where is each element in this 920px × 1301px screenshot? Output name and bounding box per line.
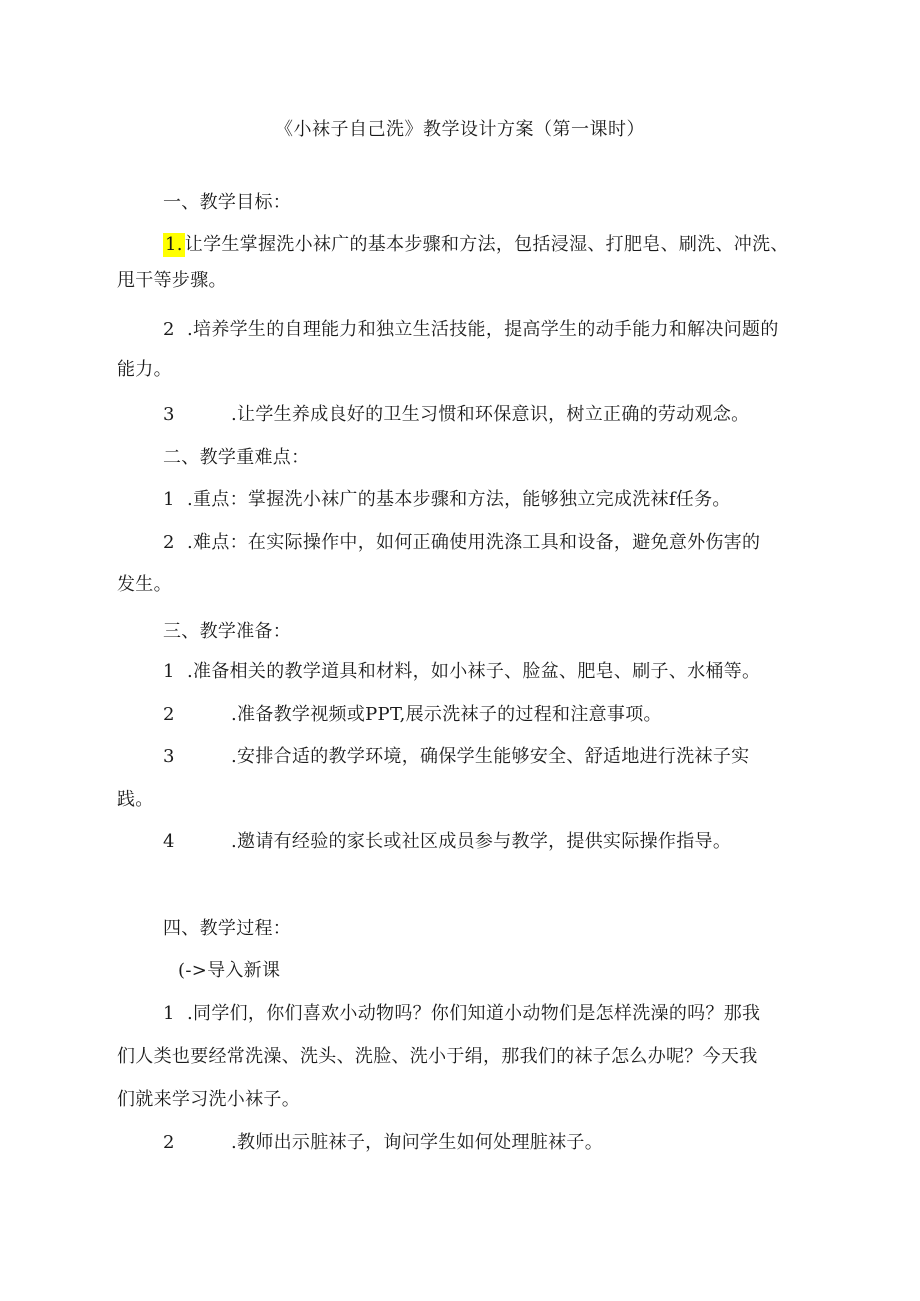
goal-item-3 bbox=[163, 403, 749, 427]
document-title: 《小袜子自己洗》教学设计方案（第一课时） bbox=[275, 119, 645, 140]
process-item-1-text: .同学们，你们喜欢小动物吗？你们知道小动物们是怎样洗澡的吗？那我 bbox=[187, 1003, 761, 1024]
prep-item-1-number: 1 bbox=[163, 661, 175, 682]
section-heading-process: 四、教学过程： bbox=[163, 918, 292, 939]
prep-item-2-number: 2 bbox=[163, 704, 175, 725]
goal-item-1-number: 1. bbox=[165, 234, 183, 255]
goal-item-1-text: 让学生掌握洗小袜广的基本步骤和方法，包括浸湿、打肥皂、刷洗、冲洗、 bbox=[184, 234, 789, 255]
section-heading-preparation: 三、教学准备： bbox=[163, 621, 292, 642]
goal-item-3-number: 3 bbox=[163, 404, 175, 425]
keypoint-item-2-number: 2 bbox=[163, 532, 175, 553]
goal-item-2-number: 2 bbox=[163, 319, 175, 340]
process-item-1 bbox=[163, 1002, 760, 1026]
keypoint-item-1-number: 1 bbox=[163, 489, 175, 510]
keypoint-item-1-text: .重点：掌握洗小袜广的基本步骤和方法，能够独立完成洗袜f任务。 bbox=[187, 489, 731, 510]
process-item-2-text: .教师出示脏袜子，询问学生如何处理脏袜子。 bbox=[231, 1132, 604, 1153]
process-subheading: (->导入新课 bbox=[178, 960, 281, 981]
keypoint-item-2-text: .难点：在实际操作中，如何正确使用洗涤工具和设备，避免意外伤害的 bbox=[187, 532, 761, 553]
prep-item-3-continuation: 践。 bbox=[117, 789, 154, 810]
prep-item-1-text: .准备相关的教学道具和材料，如小袜子、脸盆、肥皂、刷子、水桶等。 bbox=[187, 661, 761, 682]
process-item-2-number: 2 bbox=[163, 1132, 175, 1153]
goal-item-1-continuation: 甩干等步骤。 bbox=[117, 270, 227, 291]
prep-item-1 bbox=[163, 660, 760, 684]
prep-item-4-number: 4 bbox=[163, 831, 175, 852]
keypoint-item-1 bbox=[163, 488, 731, 512]
prep-item-2-text: .准备教学视频或PPT,展示洗袜子的过程和注意事项。 bbox=[231, 704, 662, 725]
process-item-1-number: 1 bbox=[163, 1003, 175, 1024]
keypoint-item-2-continuation: 发生。 bbox=[117, 574, 172, 595]
prep-item-3-text: .安排合适的教学环境，确保学生能够安全、舒适地进行洗袜子实 bbox=[231, 746, 750, 767]
prep-item-3-number: 3 bbox=[163, 746, 175, 767]
prep-item-4-text: .邀请有经验的家长或社区成员参与教学，提供实际操作指导。 bbox=[231, 831, 732, 852]
process-item-1-continuation: 们人类也要经常洗澡、洗头、洗脸、洗小于绢，那我们的袜子怎么办呢？今天我 bbox=[117, 1046, 758, 1067]
section-heading-keypoints: 二、教学重难点： bbox=[163, 447, 310, 468]
goal-item-2 bbox=[163, 318, 779, 342]
goal-item-2-text: .培养学生的自理能力和独立生活技能，提高学生的动手能力和解决问题的 bbox=[187, 319, 779, 340]
prep-item-3 bbox=[163, 745, 749, 769]
goal-item-2-continuation: 能力。 bbox=[117, 359, 172, 380]
goal-item-3-text: .让学生养成良好的卫生习惯和环保意识，树立正确的劳动观念。 bbox=[231, 404, 750, 425]
prep-item-4 bbox=[163, 830, 731, 854]
section-heading-goals: 一、教学目标： bbox=[163, 192, 292, 213]
goal-item-1 bbox=[163, 233, 789, 257]
keypoint-item-2 bbox=[163, 531, 760, 555]
process-item-2 bbox=[163, 1131, 603, 1155]
process-item-1-continuation-2: 们就来学习洗小袜子。 bbox=[117, 1089, 300, 1110]
prep-item-2 bbox=[163, 703, 662, 727]
